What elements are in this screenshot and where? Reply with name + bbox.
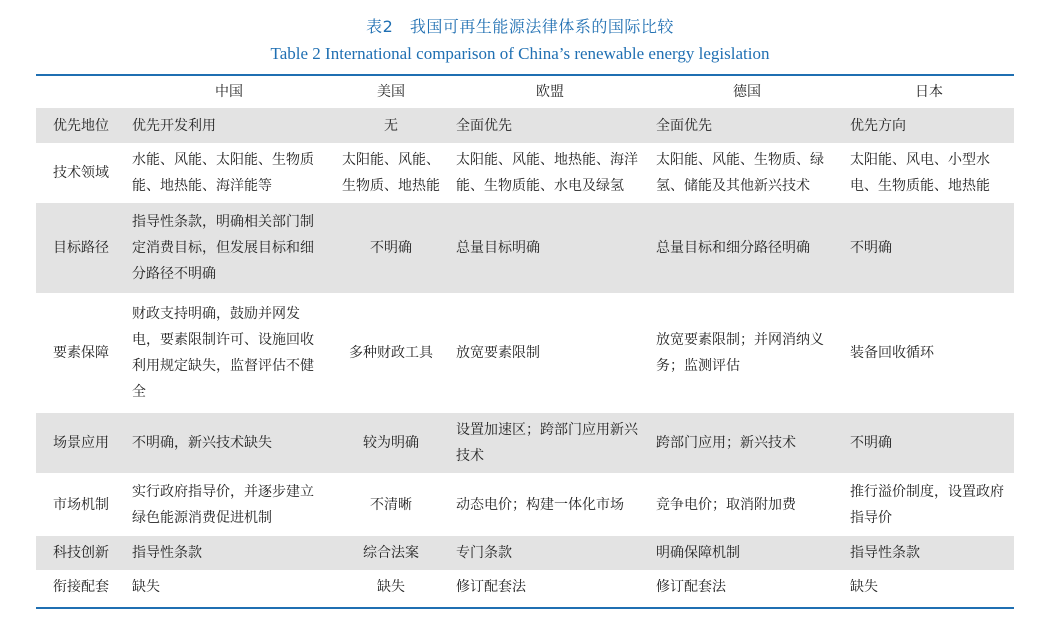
header-japan: 日本 — [915, 84, 943, 100]
table-caption-en: Table 2 International comparison of China’s renewable energy legislation — [270, 44, 770, 63]
row-label: 场景应用 — [36, 413, 126, 473]
cell-germany: 太阳能、风能、生物质、绿氢、储能及其他新兴技术 — [656, 152, 824, 194]
cell-eu: 太阳能、风能、地热能、海洋能、生物质能、水电及绿氢 — [456, 152, 638, 194]
cell-eu: 全面优先 — [450, 108, 650, 143]
table-row — [36, 473, 1014, 536]
header-eu: 欧盟 — [536, 84, 564, 100]
cell-germany: 竞争电价；取消附加费 — [656, 496, 796, 513]
bottom-rule — [36, 607, 1014, 609]
cell-china: 不明确，新兴技术缺失 — [126, 413, 332, 473]
cell-china: 优先开发利用 — [126, 108, 332, 143]
row-label: 技术领域 — [53, 165, 109, 181]
cell-eu: 总量目标明确 — [450, 203, 650, 293]
cell-usa: 多种财政工具 — [349, 345, 433, 361]
cell-japan: 太阳能、风电、小型水电、生物质能、地热能 — [850, 152, 990, 194]
row-label: 要素保障 — [53, 345, 109, 361]
cell-japan: 指导性条款 — [844, 536, 1014, 570]
cell-china: 指导性条款，明确相关部门制定消费目标，但发展目标和细分路径不明确 — [126, 203, 332, 293]
cell-germany: 放宽要素限制；并网消纳义务；监测评估 — [656, 332, 824, 374]
cell-germany: 修订配套法 — [656, 579, 726, 595]
table-row — [36, 143, 1014, 203]
cell-china: 财政支持明确，鼓励并网发电，要素限制许可、设施回收利用规定缺失，监督评估不健全 — [132, 306, 314, 400]
cell-usa: 不清晰 — [370, 496, 412, 513]
cell-japan: 优先方向 — [844, 108, 1014, 143]
row-label: 目标路径 — [36, 203, 126, 293]
header-china: 中国 — [215, 84, 243, 100]
cell-usa: 较为明确 — [332, 413, 450, 473]
table-caption-cn: 表2 我国可再生能源法律体系的国际比较 — [366, 17, 674, 36]
cell-eu: 设置加速区；跨部门应用新兴技术 — [450, 413, 650, 473]
table-row — [36, 536, 1014, 570]
cell-china: 指导性条款 — [126, 536, 332, 570]
header-empty — [36, 76, 126, 108]
table-row — [36, 413, 1014, 473]
table-row — [36, 203, 1014, 293]
cell-eu: 修订配套法 — [456, 579, 526, 595]
row-label: 科技创新 — [36, 536, 126, 570]
cell-usa: 不明确 — [332, 203, 450, 293]
comparison-table — [36, 76, 1014, 604]
cell-usa: 综合法案 — [332, 536, 450, 570]
cell-japan: 缺失 — [850, 579, 878, 595]
header-row — [36, 76, 1014, 108]
row-label: 市场机制 — [53, 496, 109, 513]
cell-usa: 无 — [332, 108, 450, 143]
cell-china: 实行政府指导价，并逐步建立绿色能源消费促进机制 — [132, 483, 314, 526]
row-label: 衔接配套 — [53, 579, 109, 595]
cell-germany: 全面优先 — [650, 108, 844, 143]
cell-japan: 推行溢价制度，设置政府指导价 — [850, 483, 1004, 526]
header-germany: 德国 — [733, 84, 761, 100]
cell-eu: 动态电价；构建一体化市场 — [456, 496, 624, 513]
table-row — [36, 293, 1014, 413]
cell-germany: 明确保障机制 — [650, 536, 844, 570]
cell-japan: 不明确 — [844, 413, 1014, 473]
cell-germany: 总量目标和细分路径明确 — [650, 203, 844, 293]
cell-eu: 专门条款 — [450, 536, 650, 570]
table-row — [36, 570, 1014, 604]
table-row — [36, 108, 1014, 143]
header-usa: 美国 — [377, 84, 405, 100]
row-label: 优先地位 — [36, 108, 126, 143]
cell-china: 水能、风能、太阳能、生物质能、地热能、海洋能等 — [132, 152, 314, 194]
cell-usa: 缺失 — [377, 579, 405, 595]
cell-eu: 放宽要素限制 — [456, 345, 540, 361]
cell-japan: 装备回收循环 — [850, 345, 934, 361]
cell-germany: 跨部门应用；新兴技术 — [650, 413, 844, 473]
cell-usa: 太阳能、风能、生物质、地热能 — [342, 152, 440, 194]
cell-china: 缺失 — [132, 579, 160, 595]
cell-japan: 不明确 — [844, 203, 1014, 293]
